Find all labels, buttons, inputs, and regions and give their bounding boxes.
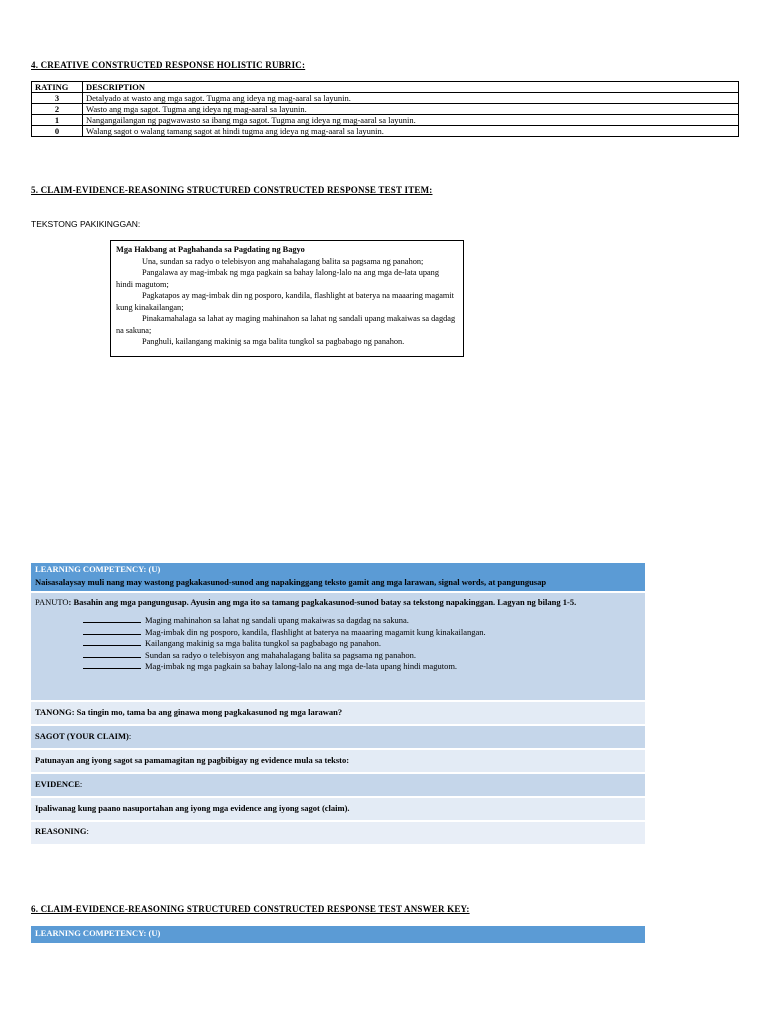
item-text: Maging mahinahon sa lahat ng sandali upang makaiwas sa dagdag na sakuna. — [145, 615, 409, 625]
answer-blank[interactable] — [83, 661, 141, 669]
box-paragraph: Pagkatapos ay mag-imbak din ng posporo, kandila, flashlight at baterya na maaaring magamit kung kinakailangan; — [116, 291, 454, 312]
description-cell: Walang sagot o walang tamang sagot at hindi tugma ang ideya ng mag-aaral sa layunin. — [83, 126, 739, 137]
section4-heading: 4. CREATIVE CONSTRUCTED RESPONSE HOLISTIC RUBRIC: — [31, 60, 306, 70]
answer-blank[interactable] — [83, 638, 141, 646]
list-item — [83, 638, 641, 650]
patunayan-row: Patunayan ang iyong sagot sa pamamagitan ng pagbibigay ng evidence mula sa teksto: — [31, 750, 645, 772]
panuto-section — [31, 593, 645, 700]
evidence-label: EVIDENCE — [35, 779, 80, 789]
table-row — [32, 93, 739, 104]
list-item — [83, 627, 641, 639]
list-item — [83, 650, 641, 662]
section6-heading: 6. CLAIM-EVIDENCE-REASONING STRUCTURED CONSTRUCTED RESPONSE TEST ANSWER KEY: — [31, 904, 470, 914]
answer-blank[interactable] — [83, 615, 141, 623]
box-paragraph: Una, sundan sa radyo o telebisyon ang mahahalagang balita sa pagsama ng panahon; — [142, 256, 424, 266]
list-item — [83, 661, 641, 673]
rating-cell: 2 — [32, 104, 83, 115]
answer-key-competency-label: LEARNING COMPETENCY: (U) — [31, 926, 645, 943]
tanong-row — [31, 702, 645, 724]
tanong-text: : Sa tingin mo, tama ba ang ginawa mong pagkakasunod ng mga larawan? — [71, 707, 343, 717]
list-item — [83, 615, 641, 627]
rating-column-header: RATING — [32, 82, 83, 93]
description-cell: Wasto ang mga sagot. Tugma ang ideya ng mag-aaral sa layunin. — [83, 104, 739, 115]
rubric-header-row — [32, 82, 739, 93]
table-row — [32, 115, 739, 126]
reasoning-label: REASONING — [35, 826, 87, 836]
description-column-header: DESCRIPTION — [83, 82, 739, 93]
ordering-items — [35, 615, 641, 673]
description-cell: Detalyado at wasto ang mga sagot. Tugma ang ideya ng mag-aaral sa layunin. — [83, 93, 739, 104]
answer-blank[interactable] — [83, 627, 141, 635]
table-row — [32, 126, 739, 137]
item-text: Mag-imbak din ng posporo, kandila, flashlight at baterya na maaaring magamit kung kinakailangan. — [145, 626, 486, 637]
item-text: Sundan sa radyo o telebisyon ang mahahalagang balita sa pagsama ng panahon. — [145, 649, 416, 660]
rubric-table — [31, 81, 739, 137]
description-cell: Nangangailangan ng pagwawasto sa ibang mga sagot. Tugma ang ideya ng mag-aaral sa layunin. — [83, 115, 739, 126]
panuto-text: : Basahin ang mga pangungusap. Ayusin ang mga ito sa tamang pagkakasunod-sunod batay sa tekstong napakinggan. Lagyan ng bilang 1-5. — [68, 597, 577, 607]
sagot-row[interactable] — [31, 726, 645, 748]
rating-cell: 0 — [32, 126, 83, 137]
competency-label: LEARNING COMPETENCY: (U) — [31, 563, 645, 576]
reasoning-row[interactable] — [31, 822, 645, 844]
answer-blank[interactable] — [83, 650, 141, 658]
competency-text: Naisasalaysay muli nang may wastong pagkakasunod-sunod ang napakinggang teksto gamit ang mga larawan, signal words, at pangungusap — [31, 576, 645, 591]
box-title: Mga Hakbang at Paghahanda sa Pagdating ng Bagyo — [116, 245, 305, 254]
ipaliwanag-row: Ipaliwanag kung paano nasuportahan ang iyong mga evidence ang iyong sagot (claim). — [31, 798, 645, 820]
item-text: Mag-imbak ng mga pagkain sa bahay lalong-lalo na ang mga de-lata upang hindi magutom. — [145, 661, 458, 671]
rating-cell: 1 — [32, 115, 83, 126]
sagot-suffix: : — [128, 731, 132, 741]
evidence-suffix: : — [79, 779, 83, 789]
panuto-line — [35, 597, 641, 608]
section5-heading: 5. CLAIM-EVIDENCE-REASONING STRUCTURED CONSTRUCTED RESPONSE TEST ITEM: — [31, 185, 433, 195]
evidence-row[interactable] — [31, 774, 645, 796]
tanong-label: TANONG — [35, 707, 72, 717]
rating-cell: 3 — [32, 93, 83, 104]
text-label: TEKSTONG PAKIKINGGAN: — [31, 219, 141, 229]
box-paragraph: Pangalawa ay mag-imbak ng mga pagkain sa bahay lalong-lalo na ang mga de-lata upang hindi magutom; — [116, 268, 439, 289]
box-paragraph: Pinakamahalaga sa lahat ay maging mahinahon sa lahat ng sandali upang makaiwas sa dagdag na sakuna; — [116, 314, 456, 335]
item-text: Kailangang makinig sa mga balita tungkol sa pagbabago ng panahon. — [145, 638, 382, 648]
panuto-label: PANUTO — [35, 597, 69, 607]
table-row — [32, 104, 739, 115]
sagot-label: SAGOT (YOUR CLAIM) — [35, 731, 129, 741]
listening-text-box — [110, 240, 464, 357]
reasoning-suffix: : — [86, 826, 89, 836]
box-paragraph: Panghuli, kailangang makinig sa mga balita tungkol sa pagbabago ng panahon. — [142, 337, 405, 346]
